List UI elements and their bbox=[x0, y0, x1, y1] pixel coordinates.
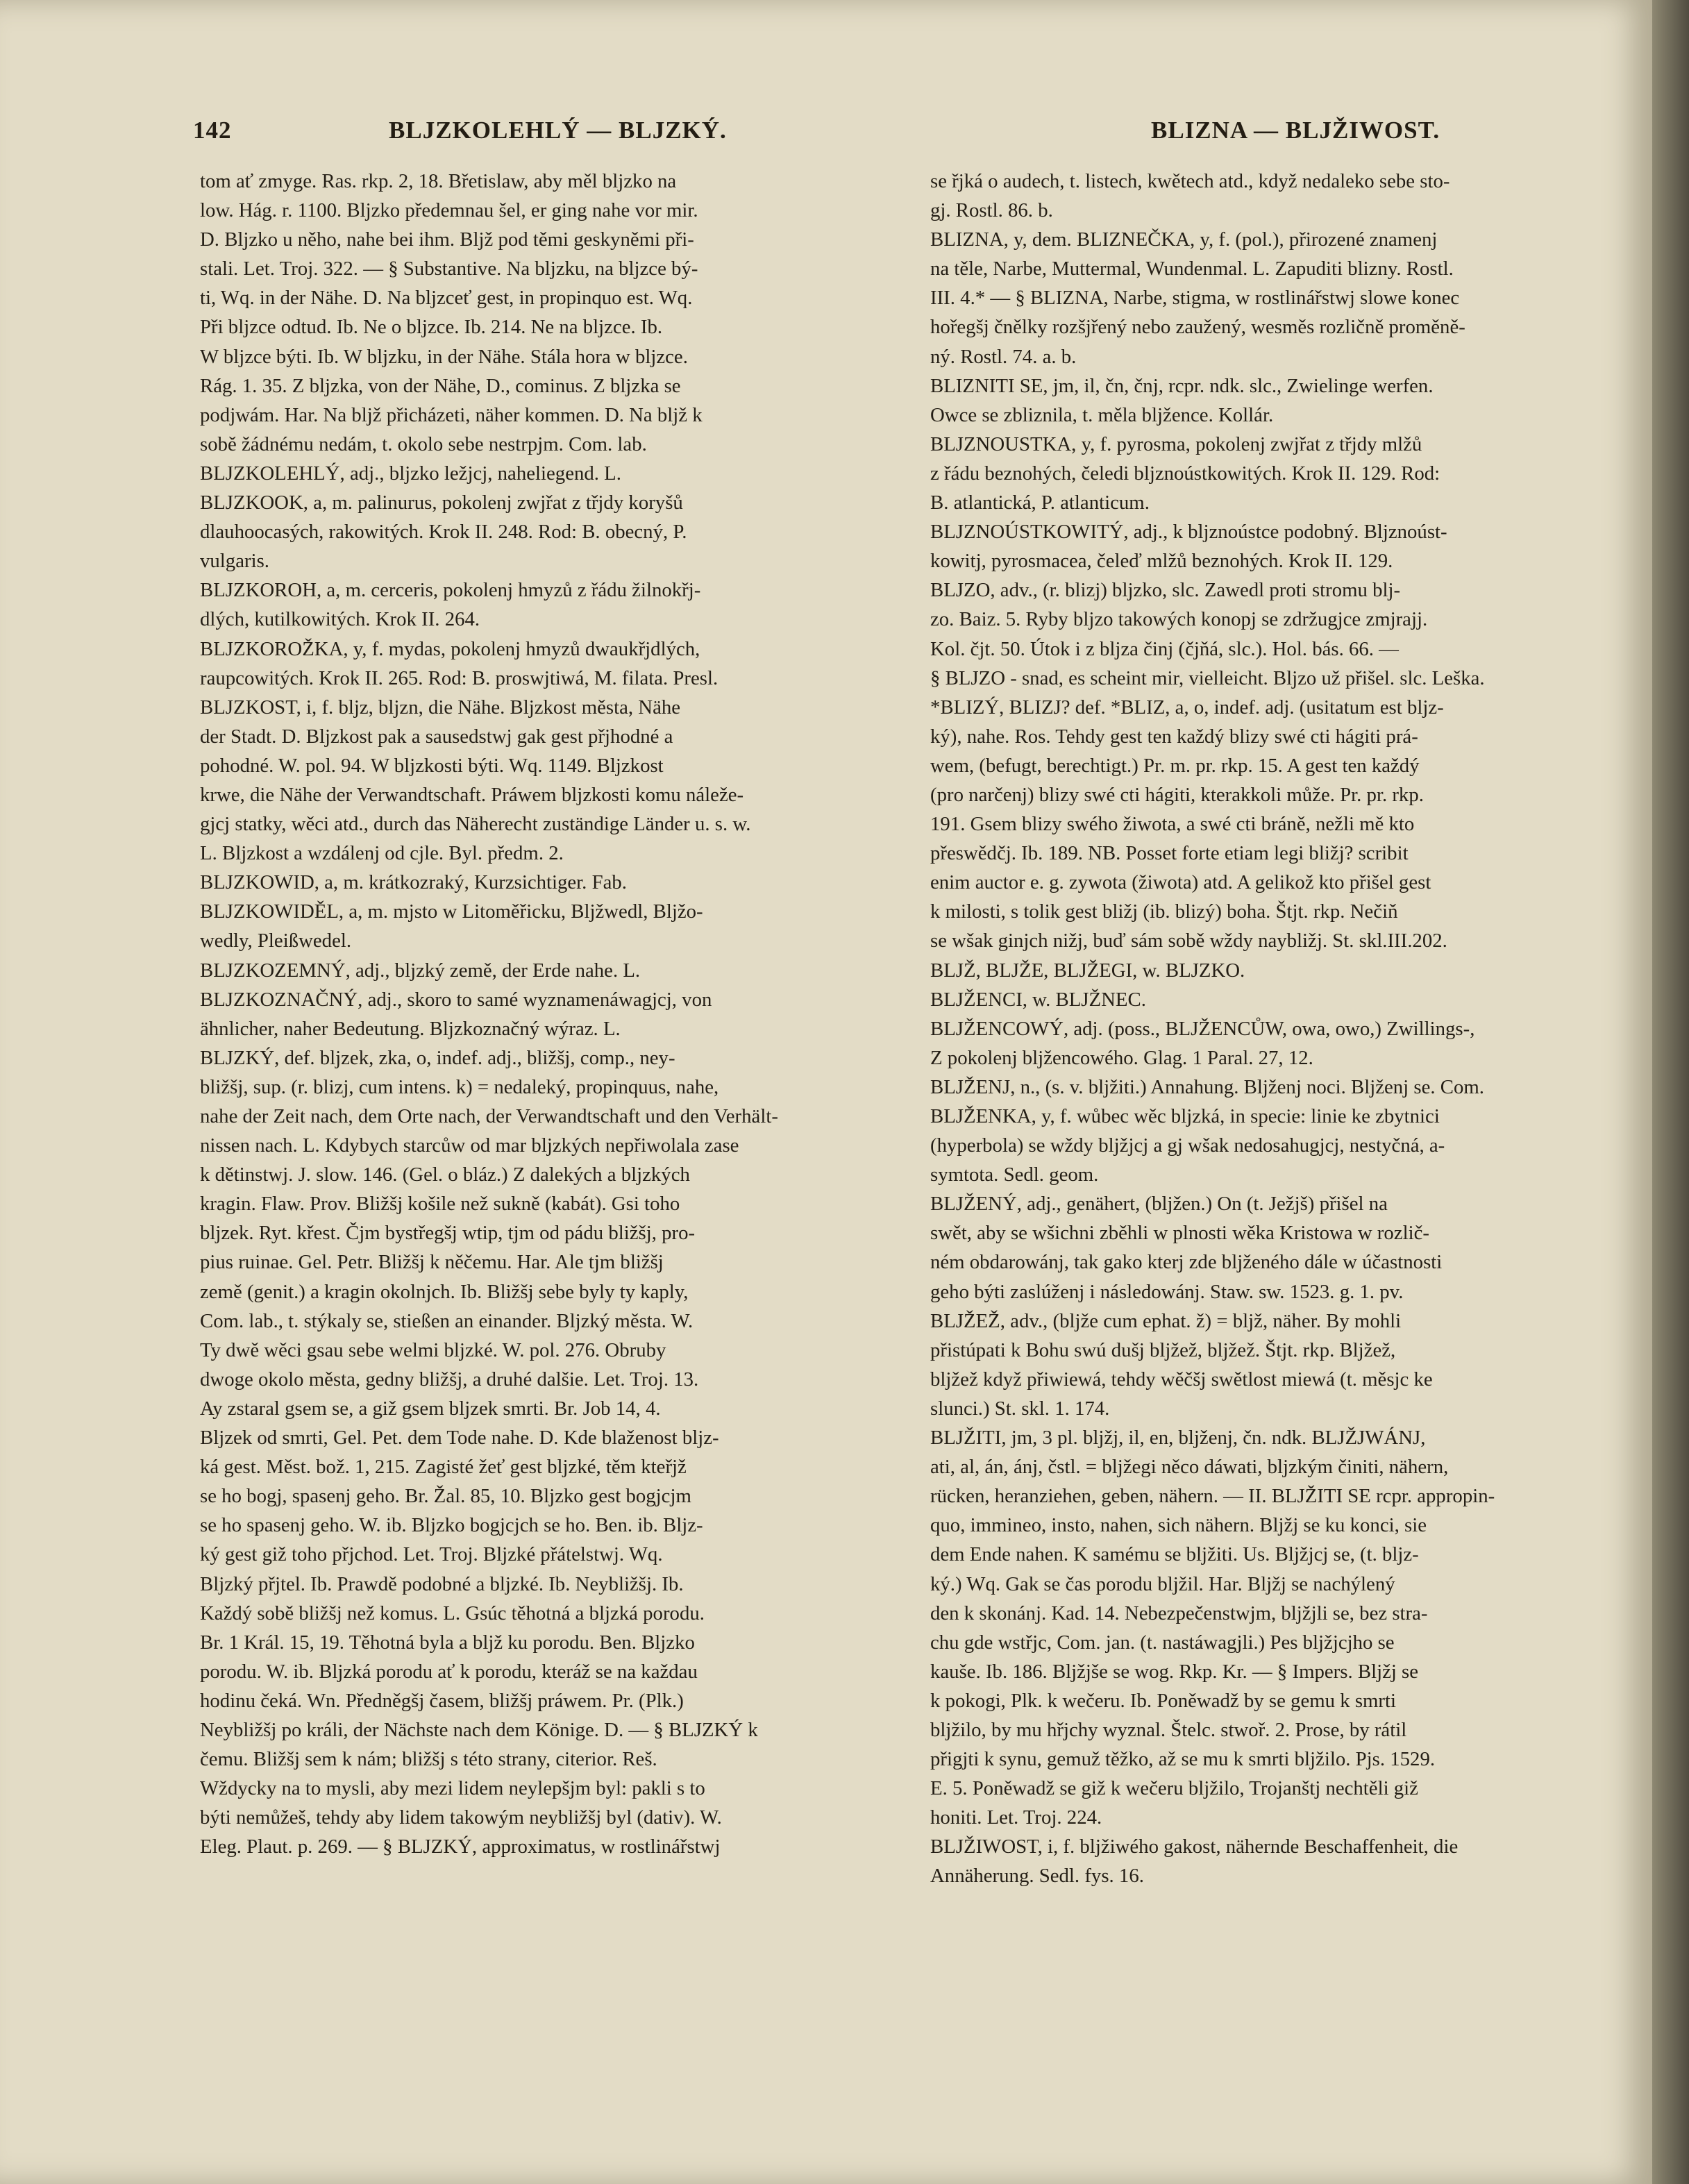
text-line: Rág. 1. 35. Z bljzka, von der Nähe, D., cominus. Z bljzka se bbox=[200, 374, 681, 397]
text-line: slunci.) St. skl. 1. 174. bbox=[930, 1397, 1110, 1420]
text-line: § BLJZO - snad, es scheint mir, vielleicht. Bljzo už přišel. slc. Leška. bbox=[930, 666, 1485, 689]
text-line: chu gde wstřjc, Com. jan. (t. nastáwagjli.) Pes bljžjcjho se bbox=[930, 1631, 1395, 1654]
text-line: přigjti k synu, gemuž těžko, až se mu k smrti bljžilo. Pjs. 1529. bbox=[930, 1748, 1436, 1771]
text-line: čemu. Bližšj sem k nám; bližšj s této strany, citerior. Reš. bbox=[200, 1748, 657, 1771]
text-line: BLJZKOLEHLÝ, adj., bljzko ležjcj, naheliegend. L. bbox=[200, 462, 621, 485]
text-line: Neybližšj po králi, der Nächste nach dem Könige. D. — § BLJZKÝ k bbox=[200, 1718, 758, 1741]
text-line: pohodné. W. pol. 94. W bljzkosti býti. Wq. 1149. Bljzkost bbox=[200, 754, 664, 777]
text-line: BLJŽENKA, y, f. wůbec wěc bljzká, in specie: linie ke zbytnici bbox=[930, 1105, 1440, 1127]
text-line: nahe der Zeit nach, dem Orte nach, der Verwandtschaft und den Verhält- bbox=[200, 1105, 778, 1127]
text-line: raupcowitých. Krok II. 265. Rod: B. proswjtiwá, M. filata. Presl. bbox=[200, 666, 719, 689]
text-line: III. 4.* — § BLIZNA, Narbe, stigma, w rostlinářstwj slowe konec bbox=[930, 287, 1460, 310]
text-line: BLJZKOWIDĚL, a, m. mjsto w Litoměřicku, Bljžwedl, Bljžo- bbox=[200, 900, 703, 923]
text-line: D. Bljzko u něho, nahe bei ihm. Bljž pod těmi geskyněmi při- bbox=[200, 228, 694, 251]
text-line: BLJZO, adv., (r. blizj) bljzko, slc. Zawedl proti stromu blj- bbox=[930, 579, 1401, 602]
text-line: BLJŽENCOWÝ, adj. (poss., BLJŽENCŮW, owa, owo,) Zwillings-, bbox=[930, 1017, 1475, 1040]
text-line: dwoge okolo města, gedny bližšj, a druhé dalšie. Let. Troj. 13. bbox=[200, 1368, 699, 1391]
text-line: Při bljzce odtud. Ib. Ne o bljzce. Ib. 214. Ne na bljzce. Ib. bbox=[200, 316, 663, 339]
right-running-head: BLIZNA — BLJŽIWOST. bbox=[1151, 117, 1440, 144]
text-line: Ay zstaral gsem se, a giž gsem bljzek smrti. Br. Job 14, 4. bbox=[200, 1397, 661, 1420]
text-line: L. Bljzkost a wzdálenj od cjle. Byl. předm. 2. bbox=[200, 842, 564, 865]
text-line: BLIZNITI SE, jm, il, čn, čnj, rcpr. ndk. slc., Zwielinge werfen. bbox=[930, 374, 1434, 397]
text-line: 191. Gsem blizy swého žiwota, a swé cti bráně, nežli mě kto bbox=[930, 813, 1415, 836]
text-line: tom ať zmyge. Ras. rkp. 2, 18. Břetislaw, aby měl bljzko na bbox=[200, 170, 677, 192]
text-line: porodu. W. ib. Bljzká porodu ať k porodu, kteráž se na každau bbox=[200, 1660, 698, 1683]
text-line: low. Hág. r. 1100. Bljzko předemnau šel, er ging nahe vor mir. bbox=[200, 199, 698, 222]
left-column bbox=[200, 167, 929, 1861]
text-line: nissen nach. L. Kdybych starcůw od mar bljzkých nepřiwolala zase bbox=[200, 1134, 739, 1157]
text-line: B. atlantická, P. atlanticum. bbox=[930, 492, 1150, 514]
text-line: BLJŽENCI, w. BLJŽNEC. bbox=[930, 988, 1146, 1011]
text-line: podjwám. Har. Na bljž přicházeti, näher kommen. D. Na bljž k bbox=[200, 403, 703, 426]
book-edge bbox=[1652, 0, 1689, 2184]
text-line: se wšak ginjch nižj, buď sám sobě wždy naybližj. St. skl.III.202. bbox=[930, 930, 1447, 952]
text-line: Každý sobě bližšj než komus. L. Gsúc těhotná a bljzká porodu. bbox=[200, 1602, 705, 1624]
text-line: E. 5. Poněwadž se giž k wečeru bljžilo, Trojanštj nechtěli giž bbox=[930, 1777, 1418, 1800]
text-line: gj. Rostl. 86. b. bbox=[930, 199, 1053, 222]
text-line: bljžež když přiwiewá, tehdy wěčšj swětlost miewá (t. měsjc ke bbox=[930, 1368, 1433, 1391]
text-line: BLJZKOZNAČNÝ, adj., skoro to samé wyznamenáwagjcj, von bbox=[200, 988, 712, 1011]
text-line: ká gest. Měst. bož. 1, 215. Zagisté žeť gest bljzké, těm kteřjž bbox=[200, 1456, 687, 1479]
text-line: Bljzký přjtel. Ib. Prawdě podobné a bljzké. Ib. Neybližšj. Ib. bbox=[200, 1572, 684, 1595]
text-line: (pro narčenj) blizy swé cti hágiti, kterakkoli může. Pr. pr. rkp. bbox=[930, 783, 1424, 806]
text-line: bljzek. Ryt. křest. Čjm bystřegšj wtip, tjm od pádu bližšj, pro- bbox=[200, 1222, 696, 1245]
text-line: Owce se zbliznila, t. měla bljžence. Kollár. bbox=[930, 403, 1274, 426]
text-line: dlauhoocasých, rakowitých. Krok II. 248. Rod: B. obecný, P. bbox=[200, 521, 687, 544]
text-line: ati, al, án, ánj, čstl. = bljžegi něco dáwati, bljzkým činiti, nähern, bbox=[930, 1456, 1449, 1479]
text-line: BLJZKOZEMNÝ, adj., bljzký země, der Erde nahe. L. bbox=[200, 959, 641, 982]
text-line: dlých, kutilkowitých. Krok II. 264. bbox=[200, 608, 480, 631]
text-line: kragin. Flaw. Prov. Bližšj košile než sukně (kabát). Gsi toho bbox=[200, 1193, 680, 1216]
text-line: bližšj, sup. (r. blizj, cum intens. k) = nedaleký, propinquus, nahe, bbox=[200, 1075, 719, 1098]
text-line: BLJZKOROŽKA, y, f. mydas, pokolenj hmyzů dwaukřjdlých, bbox=[200, 637, 700, 660]
text-line: ký.) Wq. Gak se čas porodu bljžil. Har. Bljžj se nachýlený bbox=[930, 1572, 1395, 1595]
text-line: kauše. Ib. 186. Bljžjše se wog. Rkp. Kr. — § Impers. Bljžj se bbox=[930, 1660, 1419, 1683]
text-line: W bljzce býti. Ib. W bljzku, in der Nähe. Stála hora w bljzce. bbox=[200, 345, 688, 368]
text-line: BLJŽIWOST, i, f. bljžiwého gakost, nähernde Beschaffenheit, die bbox=[930, 1836, 1459, 1858]
text-line: geho býti zaslúženj i následowánj. Staw. sw. 1523. g. 1. pv. bbox=[930, 1280, 1404, 1303]
text-line: BLJZKOROH, a, m. cerceris, pokolenj hmyzů z řádu žilnokřj- bbox=[200, 579, 701, 602]
text-line: Wždycky na to mysli, aby mezi lidem neylepšjm byl: pakli s to bbox=[200, 1777, 705, 1800]
text-line: enim auctor e. g. zywota (žiwota) atd. A gelikož kto přišel gest bbox=[930, 871, 1431, 894]
text-line: zo. Baiz. 5. Ryby bljzo takowých konopj se zdržugjce zmjrajj. bbox=[930, 608, 1428, 631]
text-line: přistúpati k Bohu swú dušj bljžež, bljžež. Štjt. rkp. Bljžež, bbox=[930, 1338, 1396, 1361]
text-line: hodinu čeká. Wn. Předněgšj časem, bližšj práwem. Pr. (Plk.) bbox=[200, 1689, 684, 1712]
text-line: bljžilo, by mu hřjchy wyznal. Štelc. stwoř. 2. Prose, by rátil bbox=[930, 1718, 1407, 1741]
text-line: (hyperbola) se wždy bljžjcj a gj wšak nedosahugjcj, nestyčná, a- bbox=[930, 1134, 1445, 1157]
text-line: ný. Rostl. 74. a. b. bbox=[930, 345, 1077, 368]
text-line: BLJZKÝ, def. bljzek, zka, o, indef. adj., bližšj, comp., ney- bbox=[200, 1046, 675, 1069]
text-line: BLJŽENJ, n., (s. v. bljžiti.) Annahung. Bljženj noci. Bljženj se. Com. bbox=[930, 1075, 1484, 1098]
text-line: BLJŽITI, jm, 3 pl. bljžj, il, en, bljženj, čn. ndk. BLJŽJWÁNJ, bbox=[930, 1427, 1426, 1450]
text-line: *BLIZÝ, BLIZJ? def. *BLIZ, a, o, indef. adj. (usitatum est bljz- bbox=[930, 696, 1444, 719]
text-line: býti nemůžeš, tehdy aby lidem takowým neybližšj byl (dativ). W. bbox=[200, 1806, 722, 1829]
text-line: Eleg. Plaut. p. 269. — § BLJZKÝ, approximatus, w rostlinářstwj bbox=[200, 1836, 721, 1858]
text-line: BLJŽEŽ, adv., (bljže cum ephat. ž) = bljž, näher. By mohli bbox=[930, 1309, 1402, 1332]
text-line: ký), nahe. Ros. Tehdy gest ten každý blizy swé cti hágiti prá- bbox=[930, 725, 1418, 748]
text-line: dem Ende nahen. K samému se bljžiti. Us. Bljžjcj se, (t. bljz- bbox=[930, 1543, 1419, 1566]
text-line: ti, Wq. in der Nähe. D. Na bljzceť gest, in propinquo est. Wq. bbox=[200, 287, 693, 310]
text-line: sobě žádnému nedám, t. okolo sebe nestrpjm. Com. lab. bbox=[200, 432, 647, 455]
text-line: krwe, die Nähe der Verwandtschaft. Práwem bljzkosti komu náleže- bbox=[200, 783, 744, 806]
text-line: rücken, heranziehen, geben, nähern. — II. BLJŽITI SE rcpr. appropin- bbox=[930, 1485, 1495, 1508]
text-line: pius ruinae. Gel. Petr. Bližšj k něčemu. Har. Ale tjm bližšj bbox=[200, 1251, 664, 1274]
text-line: Com. lab., t. stýkaly se, stießen an einander. Bljzký města. W. bbox=[200, 1309, 694, 1332]
text-line: ném obdarowánj, tak gako kterj zde bljženého dále w účastnosti bbox=[930, 1251, 1443, 1274]
text-line: země (genit.) a kragin okolnjch. Ib. Bližšj sebe byly ty kaply, bbox=[200, 1280, 689, 1303]
text-line: wem, (befugt, berechtigt.) Pr. m. pr. rkp. 15. A gest ten každý bbox=[930, 754, 1420, 777]
text-line: Z pokolenj bljžencowého. Glag. 1 Paral. 27, 12. bbox=[930, 1046, 1313, 1069]
text-line: se ho bogj, spasenj geho. Br. Žal. 85, 10. Bljzko gest bogjcjm bbox=[200, 1485, 691, 1508]
text-line: BLJŽ, BLJŽE, BLJŽEGI, w. BLJZKO. bbox=[930, 959, 1245, 982]
text-line: gjcj statky, wěci atd., durch das Näherecht zuständige Länder u. s. w. bbox=[200, 813, 751, 836]
text-line: BLJZKOWID, a, m. krátkozraký, Kurzsichtiger. Fab. bbox=[200, 871, 627, 894]
text-line: vulgaris. bbox=[200, 550, 269, 573]
text-line: symtota. Sedl. geom. bbox=[930, 1164, 1099, 1186]
text-line: Ty dwě wěci gsau sebe welmi bljzké. W. pol. 276. Obruby bbox=[200, 1338, 666, 1361]
right-column bbox=[930, 167, 1659, 1891]
text-line: quo, immineo, insto, nahen, sich nähern. Bljžj se ku konci, sie bbox=[930, 1514, 1427, 1537]
text-line: se řjká o audech, t. listech, kwětech atd., když nedaleko sebe sto- bbox=[930, 170, 1450, 192]
text-line: Annäherung. Sedl. fys. 16. bbox=[930, 1865, 1144, 1888]
text-line: se ho spasenj geho. W. ib. Bljzko bogjcjch se ho. Ben. ib. Bljz- bbox=[200, 1514, 703, 1537]
text-line: wedly, Pleißwedel. bbox=[200, 930, 352, 952]
page-number: 142 bbox=[193, 117, 232, 144]
text-line: hořegšj čnělky rozšjřený nebo zaužený, wesměs rozličně proměně- bbox=[930, 316, 1465, 339]
text-line: Bljzek od smrti, Gel. Pet. dem Tode nahe. D. Kde blaženost bljz- bbox=[200, 1427, 719, 1450]
text-line: Kol. čjt. 50. Útok i z bljza činj (čjňá, slc.). Hol. bás. 66. — bbox=[930, 637, 1399, 660]
text-line: BLJZKOOK, a, m. palinurus, pokolenj zwjřat z třjdy koryšů bbox=[200, 492, 683, 514]
text-line: stali. Let. Troj. 322. — § Substantive. Na bljzku, na bljzce bý- bbox=[200, 258, 698, 280]
text-line: BLIZNA, y, dem. BLIZNEČKA, y, f. (pol.), přirozené znamenj bbox=[930, 228, 1438, 251]
text-line: der Stadt. D. Bljzkost pak a sausedstwj gak gest přjhodné a bbox=[200, 725, 673, 748]
text-line: den k skonánj. Kad. 14. Nebezpečenstwjm, bljžjli se, bez stra- bbox=[930, 1602, 1428, 1624]
text-line: BLJZNOUSTKA, y, f. pyrosma, pokolenj zwjřat z třjdy mlžů bbox=[930, 432, 1422, 455]
text-line: z řádu beznohých, čeledi bljznoústkowitých. Krok II. 129. Rod: bbox=[930, 462, 1440, 485]
text-line: BLJZNOÚSTKOWITÝ, adj., k bljznoústce podobný. Bljznoúst- bbox=[930, 521, 1447, 544]
text-line: BLJŽENÝ, adj., genähert, (bljžen.) On (t. Ježjš) přišel na bbox=[930, 1193, 1388, 1216]
text-line: kowitj, pyrosmacea, čeleď mlžů beznohých. Krok II. 129. bbox=[930, 550, 1393, 573]
text-line: k milosti, s tolik gest bližj (ib. blizý) boha. Štjt. rkp. Nečiň bbox=[930, 900, 1398, 923]
text-line: k pokogi, Plk. k wečeru. Ib. Poněwadž by se gemu k smrti bbox=[930, 1689, 1397, 1712]
text-line: BLJZKOST, i, f. bljz, bljzn, die Nähe. Bljzkost města, Nähe bbox=[200, 696, 681, 719]
text-line: swět, aby se wšichni zběhli w plnosti wěka Kristowa w rozlič- bbox=[930, 1222, 1429, 1245]
text-line: honiti. Let. Troj. 224. bbox=[930, 1806, 1102, 1829]
text-line: ký gest giž toho přjchod. Let. Troj. Bljzké přátelstwj. Wq. bbox=[200, 1543, 663, 1566]
text-line: přeswědčj. Ib. 189. NB. Posset forte etiam legi bližj? scribit bbox=[930, 842, 1409, 865]
text-line: k dětinstwj. J. slow. 146. (Gel. o bláz.) Z dalekých a bljzkých bbox=[200, 1164, 690, 1186]
text-line: ähnlicher, naher Bedeutung. Bljzkoznačný wýraz. L. bbox=[200, 1017, 621, 1040]
left-running-head: BLJZKOLEHLÝ — BLJZKÝ. bbox=[389, 117, 727, 144]
text-line: na těle, Narbe, Muttermal, Wundenmal. L. Zapuditi blizny. Rostl. bbox=[930, 258, 1454, 280]
text-line: Br. 1 Král. 15, 19. Těhotná byla a bljž ku porodu. Ben. Bljzko bbox=[200, 1631, 695, 1654]
